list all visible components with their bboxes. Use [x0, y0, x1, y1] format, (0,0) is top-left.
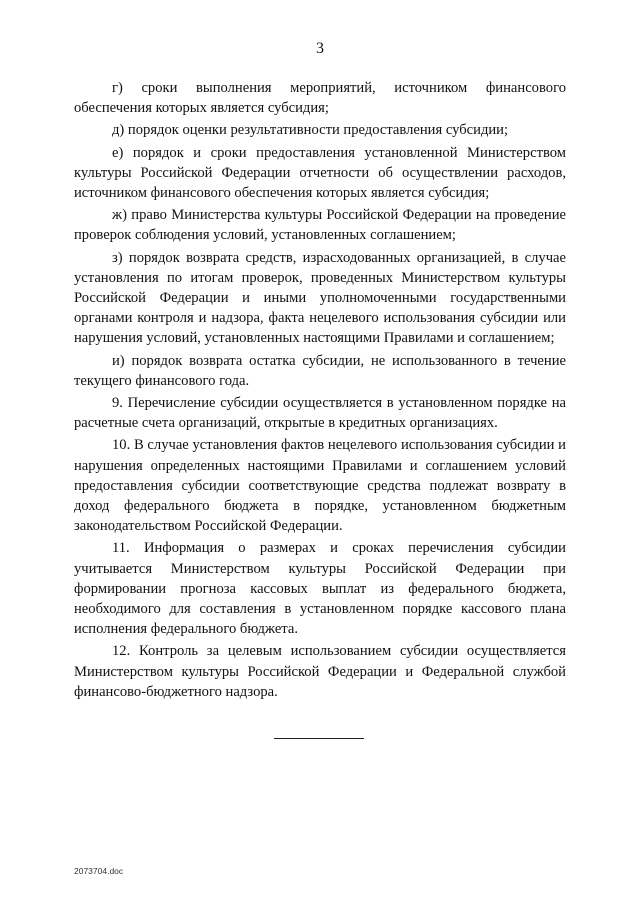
paragraph-12: 12. Контроль за целевым использованием субсидии осуществляется Министерством культуры Российской Федерации и Федеральной службой финансово-бюджетного надзора. — [74, 643, 566, 700]
page-number: 3 — [316, 40, 324, 57]
paragraph-11: 11. Информация о размерах и сроках перечисления субсидии учитывается Министерством культуры Российской Федерации при формировании прогноза кассовых выплат из федерального бюджета, необходимого для составления в установленном порядке кассового плана исполнения федерального бюджета. — [74, 540, 566, 638]
paragraph-z: з) порядок возврата средств, израсходованных организацией, в случае установления по итогам проверок, проведенных Министерством культуры Российской Федерации и иными уполномоченными государственными органами контроля и надзора, факта нецелевого использования субсидии или нарушения условий, установленных настоящими Правилами и соглашением; — [74, 249, 566, 347]
paragraph-e: е) порядок и сроки предоставления установленной Министерством культуры Российской Федерации отчетности об осуществлении расходов, источником финансового обеспечения которых является субсидия; — [74, 144, 566, 202]
document-body — [74, 78, 566, 704]
paragraph-d: д) порядок оценки результативности предоставления субсидии; — [112, 122, 509, 139]
paragraph-9: 9. Перечисление субсидии осуществляется в установленном порядке на расчетные счета организаций, открытые в кредитных организациях. — [74, 395, 566, 432]
end-divider — [274, 738, 364, 739]
paragraph-i: и) порядок возврата остатка субсидии, не использованного в течение текущего финансового года. — [74, 352, 566, 389]
paragraph-10: 10. В случае установления фактов нецелевого использования субсидии и нарушения определенных настоящими Правилами и соглашением условий предоставления субсидии соответствующие средства подлежат возврату в доход федерального бюджета в порядке, установленном бюджетным законодательством Российской Федерации. — [74, 437, 566, 535]
paragraph-g: г) сроки выполнения мероприятий, источником финансового обеспечения которых является субсидия; — [74, 80, 566, 117]
file-name-footer: 2073704.doc — [74, 866, 124, 876]
paragraph-zh: ж) право Министерства культуры Российской Федерации на проведение проверок соблюдения условий, установленных соглашением; — [74, 207, 566, 244]
